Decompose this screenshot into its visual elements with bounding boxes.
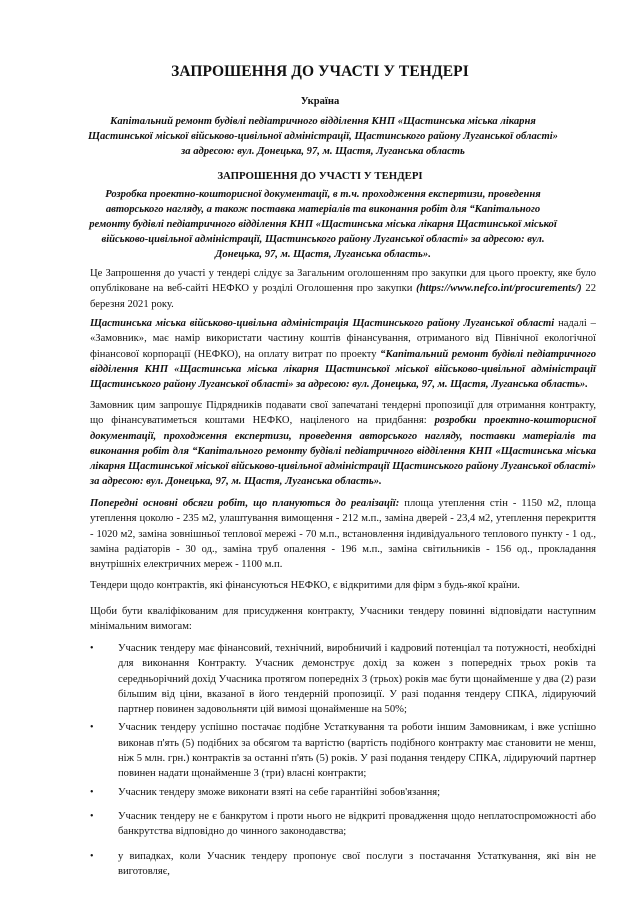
- requirement-item: [90, 641, 596, 717]
- requirement-text: Учасник тендеру не є банкрутом і проти нього не відкриті провадження щодо неплатоспроможності або банкрутства відповідно до чинного законодавства;: [118, 810, 596, 838]
- employer-text: надалі – «Замовник», має намір використати частину коштів фінансування, отриманого від Північної екологічної фінансової корпорації (НЕФКО), на оплату витрат по проекту: [90, 318, 596, 360]
- eligibility-paragraph: Тендери щодо контрактів, які фінансуються НЕФКО, є відкритими для фірм з будь-якої країни.: [90, 580, 520, 591]
- bullet-icon: •: [90, 722, 94, 734]
- scope-heading: Розробка проектно-кошторисної документації, в т.ч. проходження експертизи, проведення авторського нагляду, а також поставка матеріалів та виконання робіт для “Капітального ремонту будівлі педіатричного відділення КНП «Щастинська міська лікарня Щастинської міської військово-цивільної адміністрації, Щастинського району Луганської області» за адресою: вул. Донецька, 97, м. Щастя, Луганська область».: [89, 189, 557, 260]
- procurement-link[interactable]: (https://www.nefco.int/procurements/): [416, 283, 582, 295]
- section-subtitle: ЗАПРОШЕННЯ ДО УЧАСТІ У ТЕНДЕРІ: [217, 170, 423, 182]
- bullet-icon: •: [90, 810, 94, 822]
- requirement-item: [90, 809, 596, 840]
- intro-text: Це Запрошення до участі у тендері слідує за Загальним оголошенням про закупки для цього проекту, яке було опубліковане на веб-сайті НЕФКО у розділі Оголошення про закупки: [90, 268, 596, 295]
- requirement-text: у випадках, коли Учасник тендеру пропонує свої послуги з постачання Устаткування, які він не виготовляє,: [118, 850, 596, 877]
- works-scope-label: Попередні основні обсяги робіт, що плануються до реалізації:: [90, 498, 400, 509]
- employer-name: Щастинська міська військово-цивільна адміністрація Щастинського району Луганської області: [90, 318, 555, 329]
- bullet-icon: •: [90, 850, 94, 862]
- procurement-scope: розробки проектно-кошторисної документації, проходження експертизи, проведення авторського нагляду, поставки матеріалів та виконання робіт для “Капітального ремонту будівлі педіатричного відділення КНП «Щастинська міська лікарня Щастинської міської військово-цивільної адміністрації Щастинського району Луганської області» за адресою: вул. Донецька, 97, м. Щастя, Луганська область».: [90, 415, 596, 488]
- project-name: “Капітальний ремонт будівлі педіатричного відділення КНП «Щастинська міська лікарня Щастинської міської військово-цивільної адміністрації Щастинського району Луганської області» за адресою: вул. Донецька, 97, м. Щастя, Луганська область».: [90, 348, 596, 391]
- works-scope-text: площа утеплення стін - 1150 м2, площа утеплення цоколю - 235 м2, улаштування вимощення - 212 м.п., заміна дверей - 23,4 м2, утеплення перекриття - 1020 м2, заміна зовнішньої теплової мережі - 70 м.п., встановлення індивідуального теплового пункту - 1 од., заміна радіаторів - 30 од., заміна труб опалення - 196 м.п., заміна світильників - 156 од., прокладання внутрішніх електричних мереж - 1100 м.п.: [90, 498, 596, 571]
- bullet-icon: •: [90, 786, 94, 798]
- requirement-item: [90, 720, 596, 781]
- qualification-intro: Щоби бути кваліфікованим для присудження контракту, Учасники тендеру повинні відповідати наступним мінімальним вимогам:: [90, 606, 596, 633]
- requirement-item: [90, 849, 596, 880]
- intro-date-text: 22 березня 2021 року.: [90, 283, 596, 310]
- requirement-text: Учасник тендеру успішно постачає подібне Устаткування та роботи іншим Замовникам, і вже успішно виконав п'ять (5) подібних за обсягом та вартістю (вартість подібного контракту має становити не менш, ніж 5 млн. грн.) контрактів за останні п'ять (5) років. У разі подання тендеру СПКА, лідируючий партнер повинен надати щонайменше 3 (три) власні контракти;: [118, 722, 596, 780]
- intro-paragraph: [90, 266, 596, 312]
- document-title: ЗАПРОШЕННЯ ДО УЧАСТІ У ТЕНДЕРІ: [171, 63, 469, 80]
- bullet-icon: •: [90, 643, 94, 654]
- requirement-item: [90, 785, 596, 800]
- invitation-text: Замовник цим запрошує Підрядників подавати свої запечатані тендерні пропозиції для отримання контракту, що фінансуватиметься коштами НЕФКО, націленого на придбання:: [90, 400, 596, 427]
- requirement-text: Учасник тендеру зможе виконати взяті на себе гарантійні зобов'язання;: [118, 786, 441, 798]
- country-label: Україна: [300, 96, 340, 107]
- invitation-paragraph: [90, 398, 596, 490]
- employer-paragraph: [90, 316, 596, 392]
- project-heading: Капітальний ремонт будівлі педіатричного відділення КНП «Щастинська міська лікарня Щастинської міської військово-цивільної адміністрації, Щастинського району Луганської області» за адресою: вул. Донецька, 97, м. Щастя, Луганська область: [88, 116, 558, 157]
- requirement-text: Учасник тендеру має фінансовий, технічний, виробничий і кадровий потенціал та потужності, необхідні для виконання Контракту. Учасник демонструє дохід за кожен з попередніх трьох років та середньорічний дохід Учасника протягом попередніх 3 (трьох) років має бути щонайменше у два (2) рази більшим від ціни, вказаної в його тендерній пропозиції. У разі подання тендеру СПКА, лідируючий партнер повинен задовольняти цій вимозі щонайменше на 50%;: [118, 643, 596, 716]
- works-scope-paragraph: [90, 496, 596, 572]
- requirements-list: [90, 641, 596, 879]
